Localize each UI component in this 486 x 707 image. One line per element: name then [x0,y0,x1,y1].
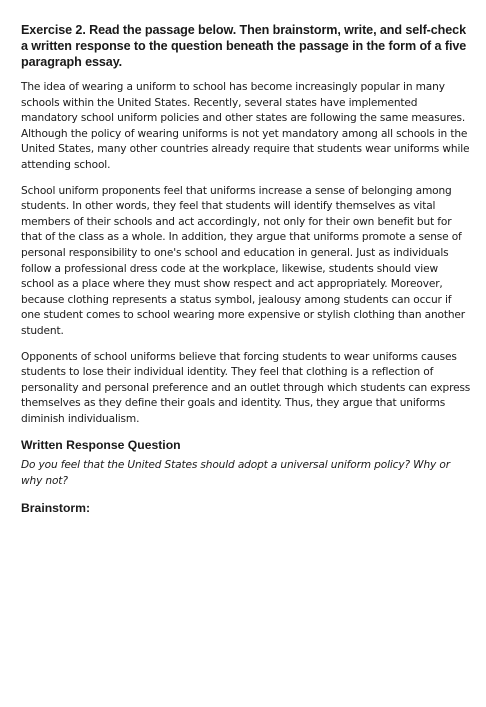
brainstorm-heading: Brainstorm: [21,500,91,515]
passage-paragraph-3: Opponents of school uniforms believe that forcing students to wear uniforms causes students to lose their individual identity. They feel that clothing is a reflection of personality and personal preference and an outlet through which students can express themselves as they define their goals and identity. Thus, they argue that uniforms diminish individualism. [21,350,471,425]
worksheet-page [21,22,473,641]
passage-paragraph-2: School uniform proponents feel that uniforms increase a sense of belonging among students. In other words, they feel that students will identify themselves as vital members of their schools and act accordingly, not only for their own benefit but for that of the class as a whole. In addition, they argue that uniforms promote a sense of personal responsibility to one's school and education in general. Just as individuals follow a professional dress code at the workplace, likewise, students should view school as a place where they must show respect and act appropriately. Moreover, because clothing represents a status symbol, jealousy among students can occur if one student comes to school wearing more expensive or stylish clothing than another student. [21,184,465,337]
exercise-instructions: Exercise 2. Read the passage below. Then brainstorm, write, and self-check a written response to the question beneath the passage in the form of a five paragraph essay. [21,23,467,69]
passage-paragraph-1: The idea of wearing a uniform to school has become increasingly popular in many schools within the United States. Recently, several states have implemented mandatory school uniform policies and other states are following the same measures. Although the policy of wearing uniforms is not yet mandatory among all schools in the United States, many other countries already require that students wear uniforms while attending school. [21,81,470,171]
brainstorm-space [21,521,473,641]
response-question: Do you feel that the United States should adopt a universal uniform policy? Why or why not? [21,459,450,488]
reading-passage [21,80,473,427]
written-response-heading: Written Response Question [21,438,181,453]
